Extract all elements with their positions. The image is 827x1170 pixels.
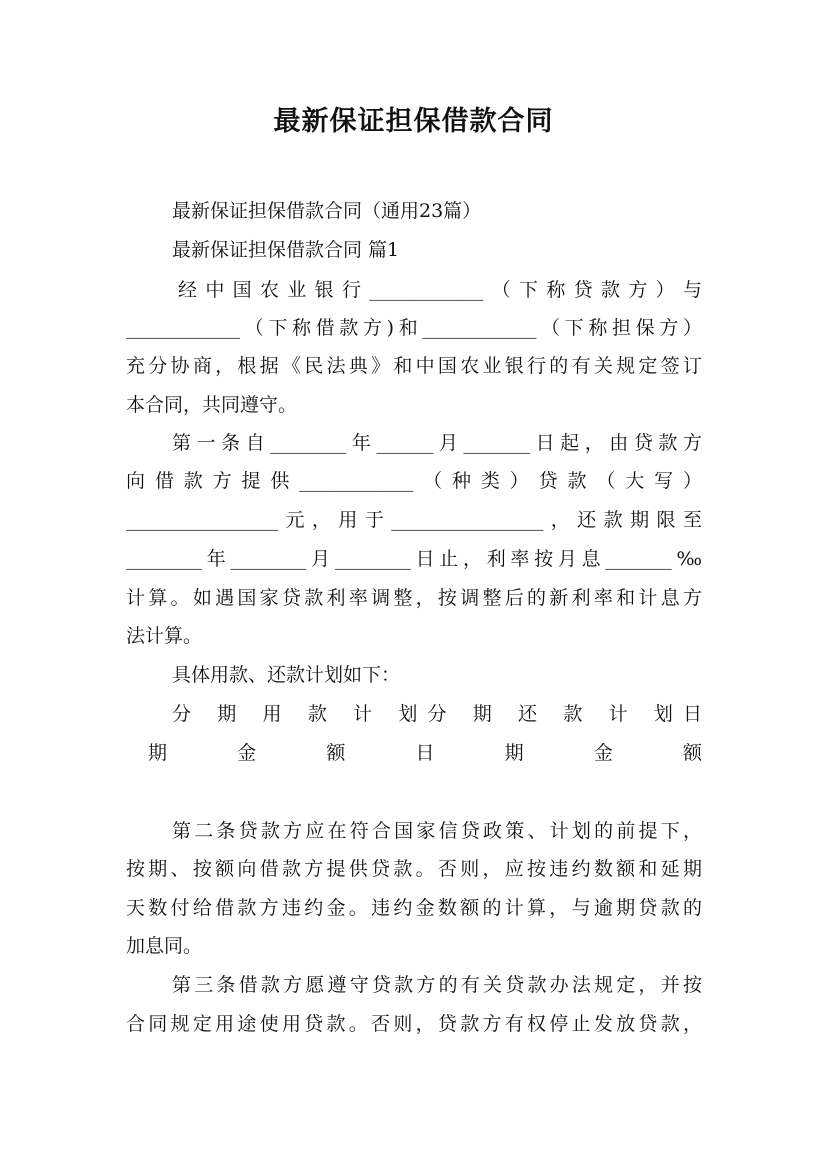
text-line: 法计算。: [126, 625, 203, 647]
text-line: 合同规定用途使用贷款。否则，贷款方有权停止发放贷款，: [126, 1013, 702, 1035]
table-header-line: 期 金 额 日 期 金 额: [148, 742, 702, 764]
text-line: 具体用款、还款计划如下：: [172, 664, 401, 686]
text-line: 按期、按额向借款方提供贷款。否则，应按违约数额和延期: [126, 858, 702, 880]
text-line: ____________（下称借款方)和____________（下称担保方）: [126, 317, 702, 339]
table-header-line: 分 期 用 款 计 划分 期 还 款 计 划日: [172, 703, 702, 725]
text-line: 第二条贷款方应在符合国家信贷政策、计划的前提下，: [172, 820, 702, 842]
text-line: 最新保证担保借款合同 篇1: [172, 239, 400, 261]
text-line: 第三条借款方愿遵守贷款方的有关贷款办法规定，并按: [172, 974, 702, 996]
text-line: 经中国农业银行____________（下称贷款方）与: [178, 279, 702, 301]
text-line: 最新保证担保借款合同（通用23篇）: [172, 200, 482, 222]
text-line: 天数付给借款方违约金。违约金数额的计算，与逾期贷款的: [126, 897, 702, 919]
text-line: 加息同。: [126, 935, 203, 957]
text-line: 本合同，共同遵守。: [126, 394, 298, 416]
text-line: 向借款方提供____________（种类）贷款（大写）: [126, 470, 702, 492]
text-line: 计算。如遇国家贷款利率调整，按调整后的新利率和计息方: [126, 587, 702, 609]
text-line: 充分协商，根据《民法典》和中国农业银行的有关规定签订: [126, 355, 702, 377]
text-line: ________年________月________日止，利率按月息_______‰: [126, 548, 702, 570]
text-line: ________________元，用于________________，还款期限至: [126, 509, 702, 531]
text-line: 第一条自________年______月_______日起，由贷款方: [172, 432, 702, 454]
document-title: 最新保证担保借款合同: [273, 106, 554, 137]
